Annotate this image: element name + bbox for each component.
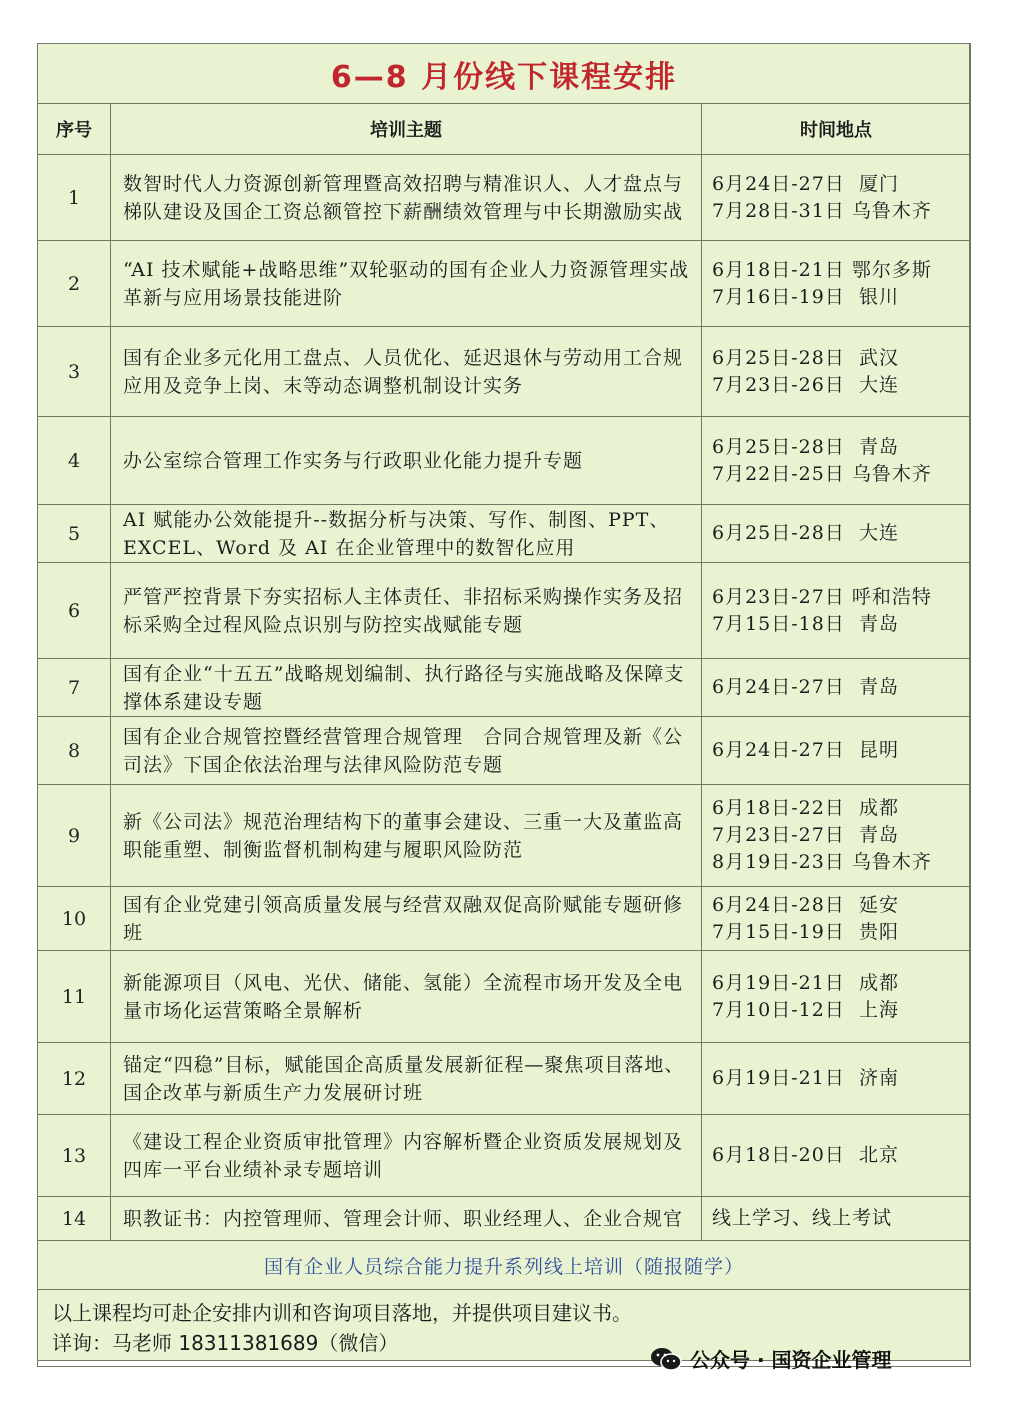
table-row [38,1197,971,1241]
session-entry: 6月18日-21日 鄂尔多斯 [712,258,932,281]
row-topic: 国有企业合规管控暨经营管理合规管理 合同合规管理及新《公司法》下国企依法治理与法律风险防范专题 [111,717,702,785]
course-table [37,43,971,1367]
session-entry: 6月25日-28日 武汉 [712,346,899,369]
row-index: 11 [38,951,111,1043]
footer-note: 以上课程均可赴企安排内训和咨询项目落地，并提供项目建议书。 [52,1301,632,1325]
table-row [38,563,971,659]
session-entry: 8月19日-23日 乌鲁木齐 [712,851,932,873]
row-time-place [702,1197,971,1241]
row-time-place [702,785,971,887]
header-topic: 培训主题 [111,104,702,155]
row-time-place [702,417,971,505]
row-time-place [702,327,971,417]
session-entry: 6月23日-27日 呼和浩特 [712,585,932,608]
row-index: 5 [38,505,111,563]
row-topic: 《建设工程企业资质审批管理》内容解析暨企业资质发展规划及四库一平台业绩补录专题培训 [111,1115,702,1197]
row-topic: 新《公司法》规范治理结构下的董事会建设、三重一大及董监高职能重塑、制衡监督机制构建与履职风险防范 [111,785,702,887]
session-entry: 7月15日-18日 青岛 [712,612,899,635]
session-entry: 7月15日-19日 贵阳 [712,920,899,943]
session-entry: 线上学习、线上考试 [712,1207,893,1229]
row-time-place [702,1043,971,1115]
row-time-place [702,155,971,241]
table-row [38,155,971,241]
row-time-place [702,505,971,563]
row-topic: 新能源项目（风电、光伏、储能、氢能）全流程市场开发及全电量市场化运营策略全景解析 [111,951,702,1043]
row-time-place [702,659,971,717]
session-entry: 7月23日-27日 青岛 [712,824,899,846]
table-row [38,417,971,505]
page-title: 6—8 月份线下课程安排 [38,44,971,104]
header-time-place: 时间地点 [702,104,971,155]
row-topic: 国有企业“十五五”战略规划编制、执行路径与实施战略及保障支撑体系建设专题 [111,659,702,717]
watermark [650,1344,892,1373]
row-topic: 数智时代人力资源创新管理暨高效招聘与精准识人、人才盘点与梯队建设及国企工资总额管控下薪酬绩效管理与中长期激励实战 [111,155,702,241]
online-training-banner: 国有企业人员综合能力提升系列线上培训（随报随学） [38,1241,971,1290]
row-index: 12 [38,1043,111,1115]
row-time-place [702,887,971,951]
table-row [38,659,971,717]
watermark-text: 公众号 · 国资企业管理 [690,1348,892,1372]
row-topic: 严管严控背景下夯实招标人主体责任、非招标采购操作实务及招标采购全过程风险点识别与防控实战赋能专题 [111,563,702,659]
table-row [38,241,971,327]
session-entry: 6月24日-27日 厦门 [712,172,899,195]
row-index: 7 [38,659,111,717]
session-entry: 6月24日-28日 延安 [712,893,899,916]
session-entry: 6月18日-20日 北京 [712,1144,899,1166]
session-entry: 7月10日-12日 上海 [712,998,899,1021]
table-row [38,1115,971,1197]
row-time-place [702,241,971,327]
row-index: 1 [38,155,111,241]
table-row [38,1043,971,1115]
session-entry: 6月24日-27日 昆明 [712,739,899,761]
session-entry: 6月19日-21日 济南 [712,1067,899,1089]
session-entry: 6月25日-28日 大连 [712,522,899,544]
row-topic: 职教证书：内控管理师、管理会计师、职业经理人、企业合规官 [111,1197,702,1241]
row-index: 8 [38,717,111,785]
table-row [38,887,971,951]
row-index: 6 [38,563,111,659]
row-topic: “AI 技术赋能+战略思维”双轮驱动的国有企业人力资源管理实战革新与应用场景技能进阶 [111,241,702,327]
session-entry: 6月18日-22日 成都 [712,797,899,819]
row-index: 3 [38,327,111,417]
schedule-sheet [37,43,970,1361]
wechat-icon [650,1346,682,1372]
table-row [38,951,971,1043]
course-rows [38,155,971,1241]
table-row [38,717,971,785]
row-index: 2 [38,241,111,327]
row-topic: 国有企业党建引领高质量发展与经营双融双促高阶赋能专题研修班 [111,887,702,951]
row-topic: AI 赋能办公效能提升--数据分析与决策、写作、制图、PPT、EXCEL、Word 及 AI 在企业管理中的数智化应用 [111,505,702,563]
row-index: 4 [38,417,111,505]
session-entry: 7月16日-19日 银川 [712,285,899,308]
row-index: 14 [38,1197,111,1241]
table-row [38,327,971,417]
session-entry: 7月23日-26日 大连 [712,373,899,396]
table-row [38,505,971,563]
row-topic: 锚定“四稳”目标，赋能国企高质量发展新征程—聚焦项目落地、国企改革与新质生产力发展研讨班 [111,1043,702,1115]
row-time-place [702,563,971,659]
row-time-place [702,951,971,1043]
footer-contact: 详询：马老师 18311381689（微信） [52,1331,399,1355]
session-entry: 6月19日-21日 成都 [712,971,899,994]
row-topic: 国有企业多元化用工盘点、人员优化、延迟退休与劳动用工合规应用及竞争上岗、末等动态调整机制设计实务 [111,327,702,417]
row-time-place [702,717,971,785]
table-row [38,785,971,887]
row-index: 13 [38,1115,111,1197]
session-entry: 6月24日-27日 青岛 [712,676,899,698]
row-index: 10 [38,887,111,951]
session-entry: 6月25日-28日 青岛 [712,435,899,458]
session-entry: 7月28日-31日 乌鲁木齐 [712,199,932,222]
header-index: 序号 [38,104,111,155]
row-index: 9 [38,785,111,887]
row-time-place [702,1115,971,1197]
session-entry: 7月22日-25日 乌鲁木齐 [712,462,932,485]
row-topic: 办公室综合管理工作实务与行政职业化能力提升专题 [111,417,702,505]
